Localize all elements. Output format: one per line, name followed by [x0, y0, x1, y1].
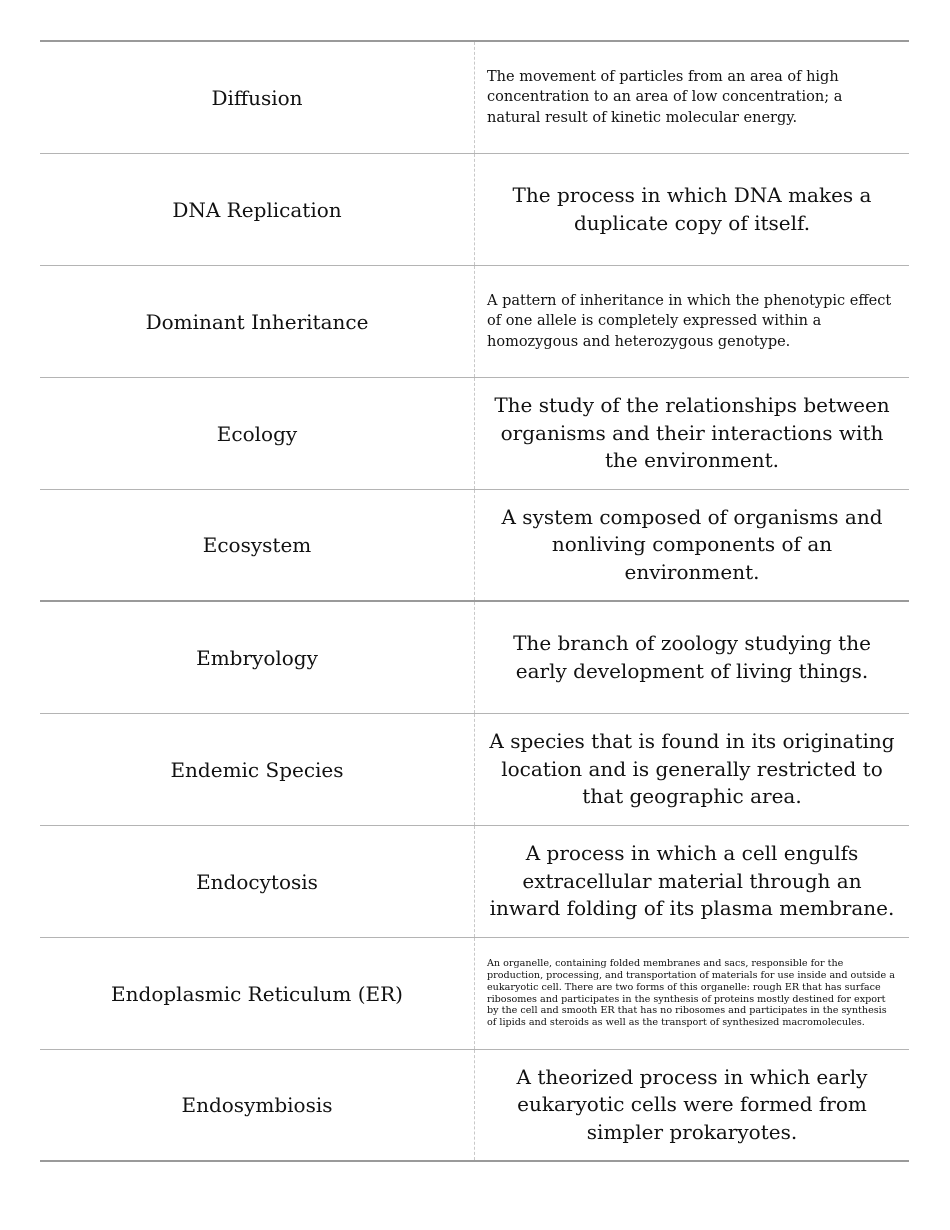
card-term: Ecosystem: [202, 533, 312, 557]
flashcard-row: [40, 266, 909, 378]
card-definition: The branch of zoology studying the early development of living things.: [474, 602, 909, 713]
card-definition: An organelle, containing folded membranes and sacs, responsible for the production, processing, and transportation of materials for use inside and outside a eukaryotic cell. There are two forms of this organelle: rough ER that has surface ribosomes and participates in the synthesis of proteins mostly destined for export by the cell and smooth ER that has no ribosomes and participates in the synthesis of lipids and steroids as well as the transport of synthesized macromolecules.: [474, 938, 909, 1049]
card-term: DNA Replication: [172, 197, 342, 222]
card-term: Diffusion: [211, 85, 303, 110]
flashcard-row: [40, 490, 909, 602]
flashcard-sheet: [40, 40, 909, 1162]
card-definition: A process in which a cell engulfs extracellular material through an inward folding of its plasma membrane.: [474, 826, 909, 937]
card-definition: A system composed of organisms and nonliving components of an environment.: [474, 490, 909, 600]
card-definition: The study of the relationships between organisms and their interactions with the environment.: [474, 378, 909, 489]
flashcard-row: [40, 154, 909, 266]
flashcard-row: [40, 378, 909, 490]
card-term: Dominant Inheritance: [145, 309, 369, 334]
card-term: Ecology: [216, 421, 298, 446]
flashcard-row: [40, 826, 909, 938]
card-term: Embryology: [196, 645, 318, 670]
card-definition: A theorized process in which early eukaryotic cells were formed from simpler prokaryotes.: [474, 1050, 909, 1160]
card-definition: The process in which DNA makes a duplicate copy of itself.: [474, 154, 909, 265]
flashcard-row: [40, 602, 909, 714]
card-definition: A species that is found in its originating location and is generally restricted to that geographic area.: [474, 714, 909, 825]
card-definition: The movement of particles from an area of high concentration to an area of low concentration; a natural result of kinetic molecular energy.: [474, 42, 909, 153]
flashcard-row: [40, 938, 909, 1050]
flashcard-row: [40, 42, 909, 154]
flashcard-row: [40, 714, 909, 826]
card-term: Endemic Species: [170, 757, 344, 782]
card-definition: A pattern of inheritance in which the phenotypic effect of one allele is completely expressed within a homozygous and heterozygous genotype.: [474, 266, 909, 377]
card-term: Endosymbiosis: [181, 1093, 333, 1117]
flashcard-row: [40, 1050, 909, 1162]
card-term: Endoplasmic Reticulum (ER): [111, 981, 403, 1006]
card-term: Endocytosis: [196, 869, 318, 894]
